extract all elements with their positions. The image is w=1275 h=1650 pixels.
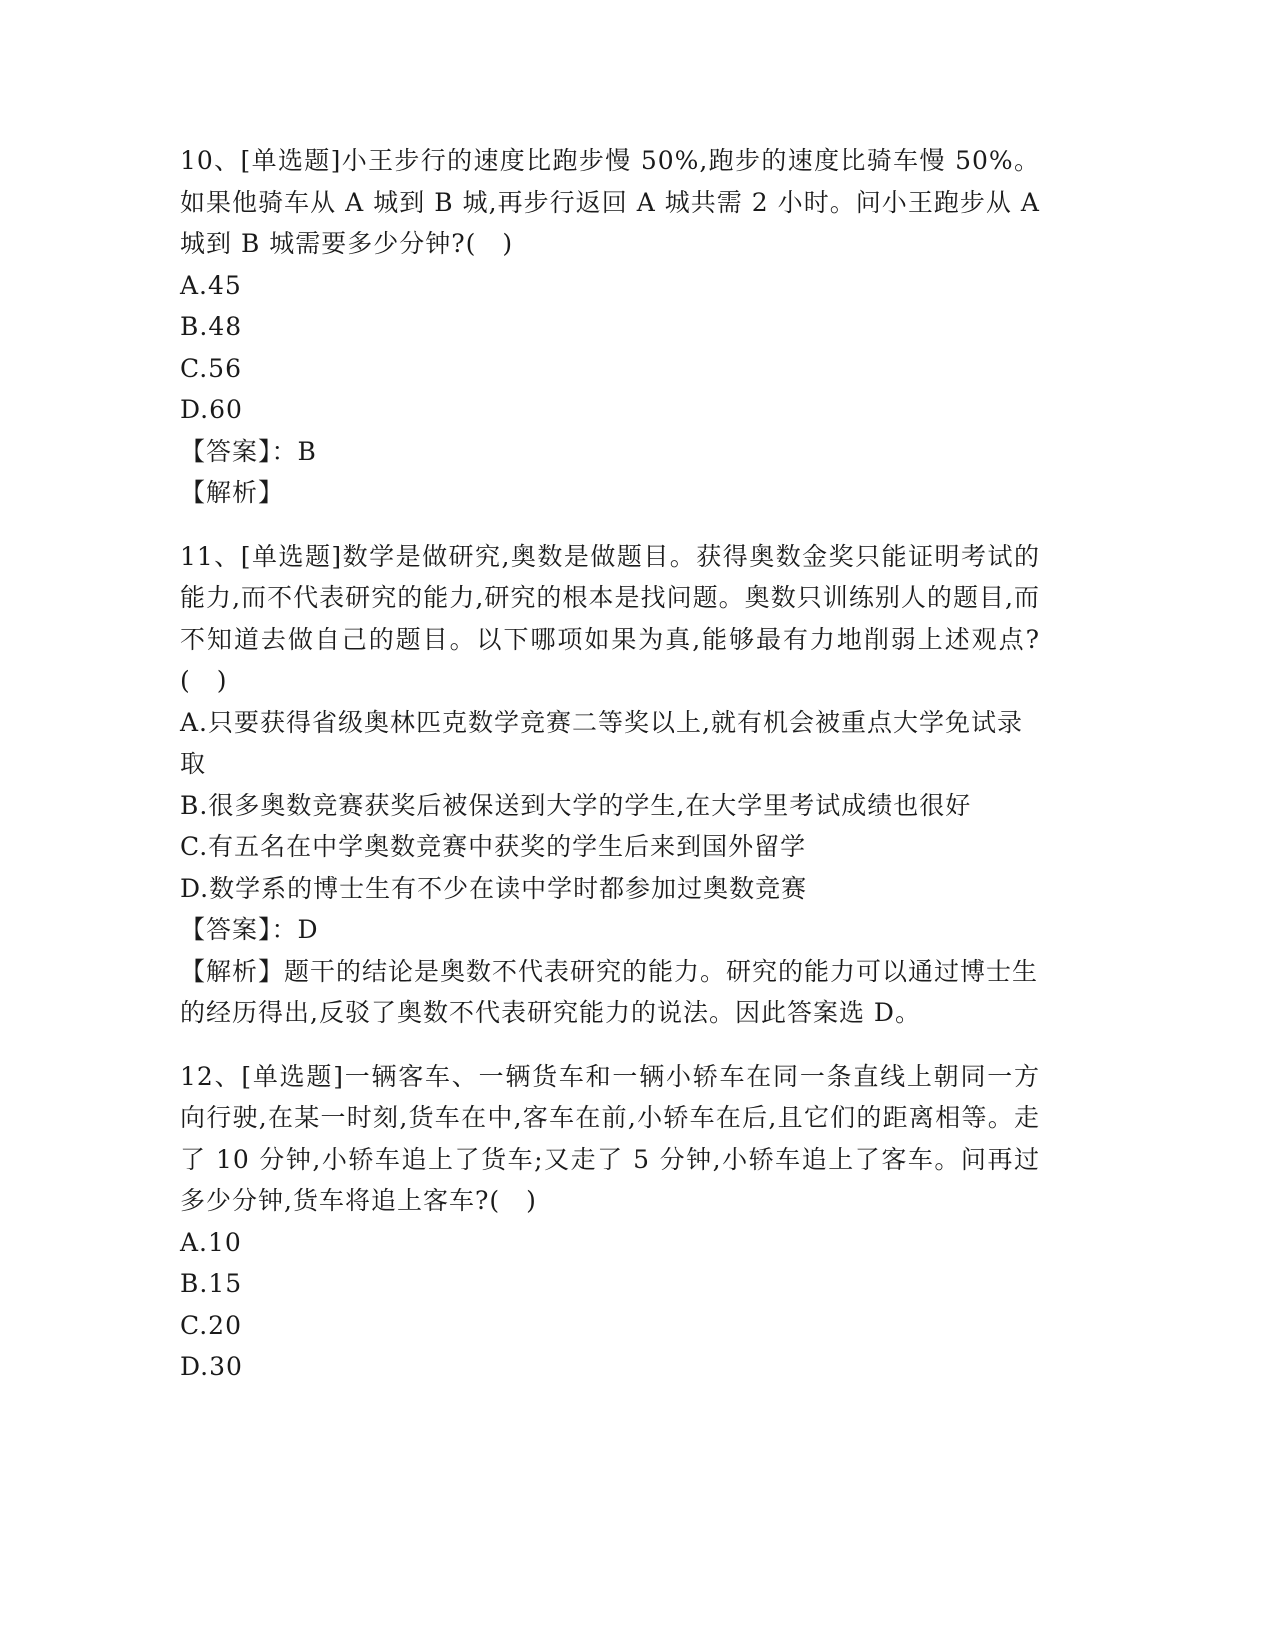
option-a: A.只要获得省级奥林匹克数学竞赛二等奖以上,就有机会被重点大学免试录取 xyxy=(180,707,1023,778)
option-b: B.很多奥数竞赛获奖后被保送到大学的学生,在大学里考试成绩也很好 xyxy=(180,790,972,820)
option-a: A.10 xyxy=(180,1227,242,1257)
option-c: C.56 xyxy=(180,353,242,383)
option-d: D.30 xyxy=(180,1352,243,1381)
document-page xyxy=(180,140,1049,1388)
option-d: D.60 xyxy=(180,395,243,424)
question-10 xyxy=(180,140,1049,514)
option-c: C.20 xyxy=(180,1310,242,1340)
answer-line: 【答案】：D xyxy=(180,915,319,944)
question-stem: 10、[单选题]小王步行的速度比跑步慢 50%,跑步的速度比骑车慢 50%。如果他骑车从 A 城到 B 城,再步行返回 A 城共需 2 小时。问小王跑步从 A 城到 B 城需要多少分钟?( ) xyxy=(180,146,1049,258)
question-stem: 11、[单选题]数学是做研究,奥数是做题目。获得奥数金奖只能证明考试的能力,而不代表研究的能力,研究的根本是找问题。奥数只训练别人的题目,而不知道去做自己的题目。以下哪项如果为真,能够最有力地削弱上述观点?( ) xyxy=(180,541,1040,695)
answer-line: 【答案】：B xyxy=(180,436,317,466)
option-b: B.48 xyxy=(180,312,243,341)
option-list xyxy=(180,265,1040,431)
option-d: D.数学系的博士生有不少在读中学时都参加过奥数竞赛 xyxy=(180,873,808,903)
option-b: B.15 xyxy=(180,1269,243,1298)
question-11 xyxy=(180,536,1040,1034)
option-list xyxy=(180,1222,1040,1388)
option-list xyxy=(180,702,1040,910)
analysis-line: 【解析】 xyxy=(180,478,285,507)
analysis-line: 【解析】题干的结论是奥数不代表研究的能力。研究的能力可以通过博士生的经历得出,反驳了奥数不代表研究能力的说法。因此答案选 D。 xyxy=(180,956,1039,1027)
question-stem: 12、[单选题]一辆客车、一辆货车和一辆小轿车在同一条直线上朝同一方向行驶,在某一时刻,货车在中,客车在前,小轿车在后,且它们的距离相等。走了 10 分钟,小轿车追上了货车;又走了 5 分钟,小轿车追上了客车。问再过多少分钟,货车将追上客车?( ) xyxy=(180,1061,1040,1215)
option-a: A.45 xyxy=(180,270,242,300)
option-c: C.有五名在中学奥数竞赛中获奖的学生后来到国外留学 xyxy=(180,832,807,861)
question-12 xyxy=(180,1056,1040,1388)
